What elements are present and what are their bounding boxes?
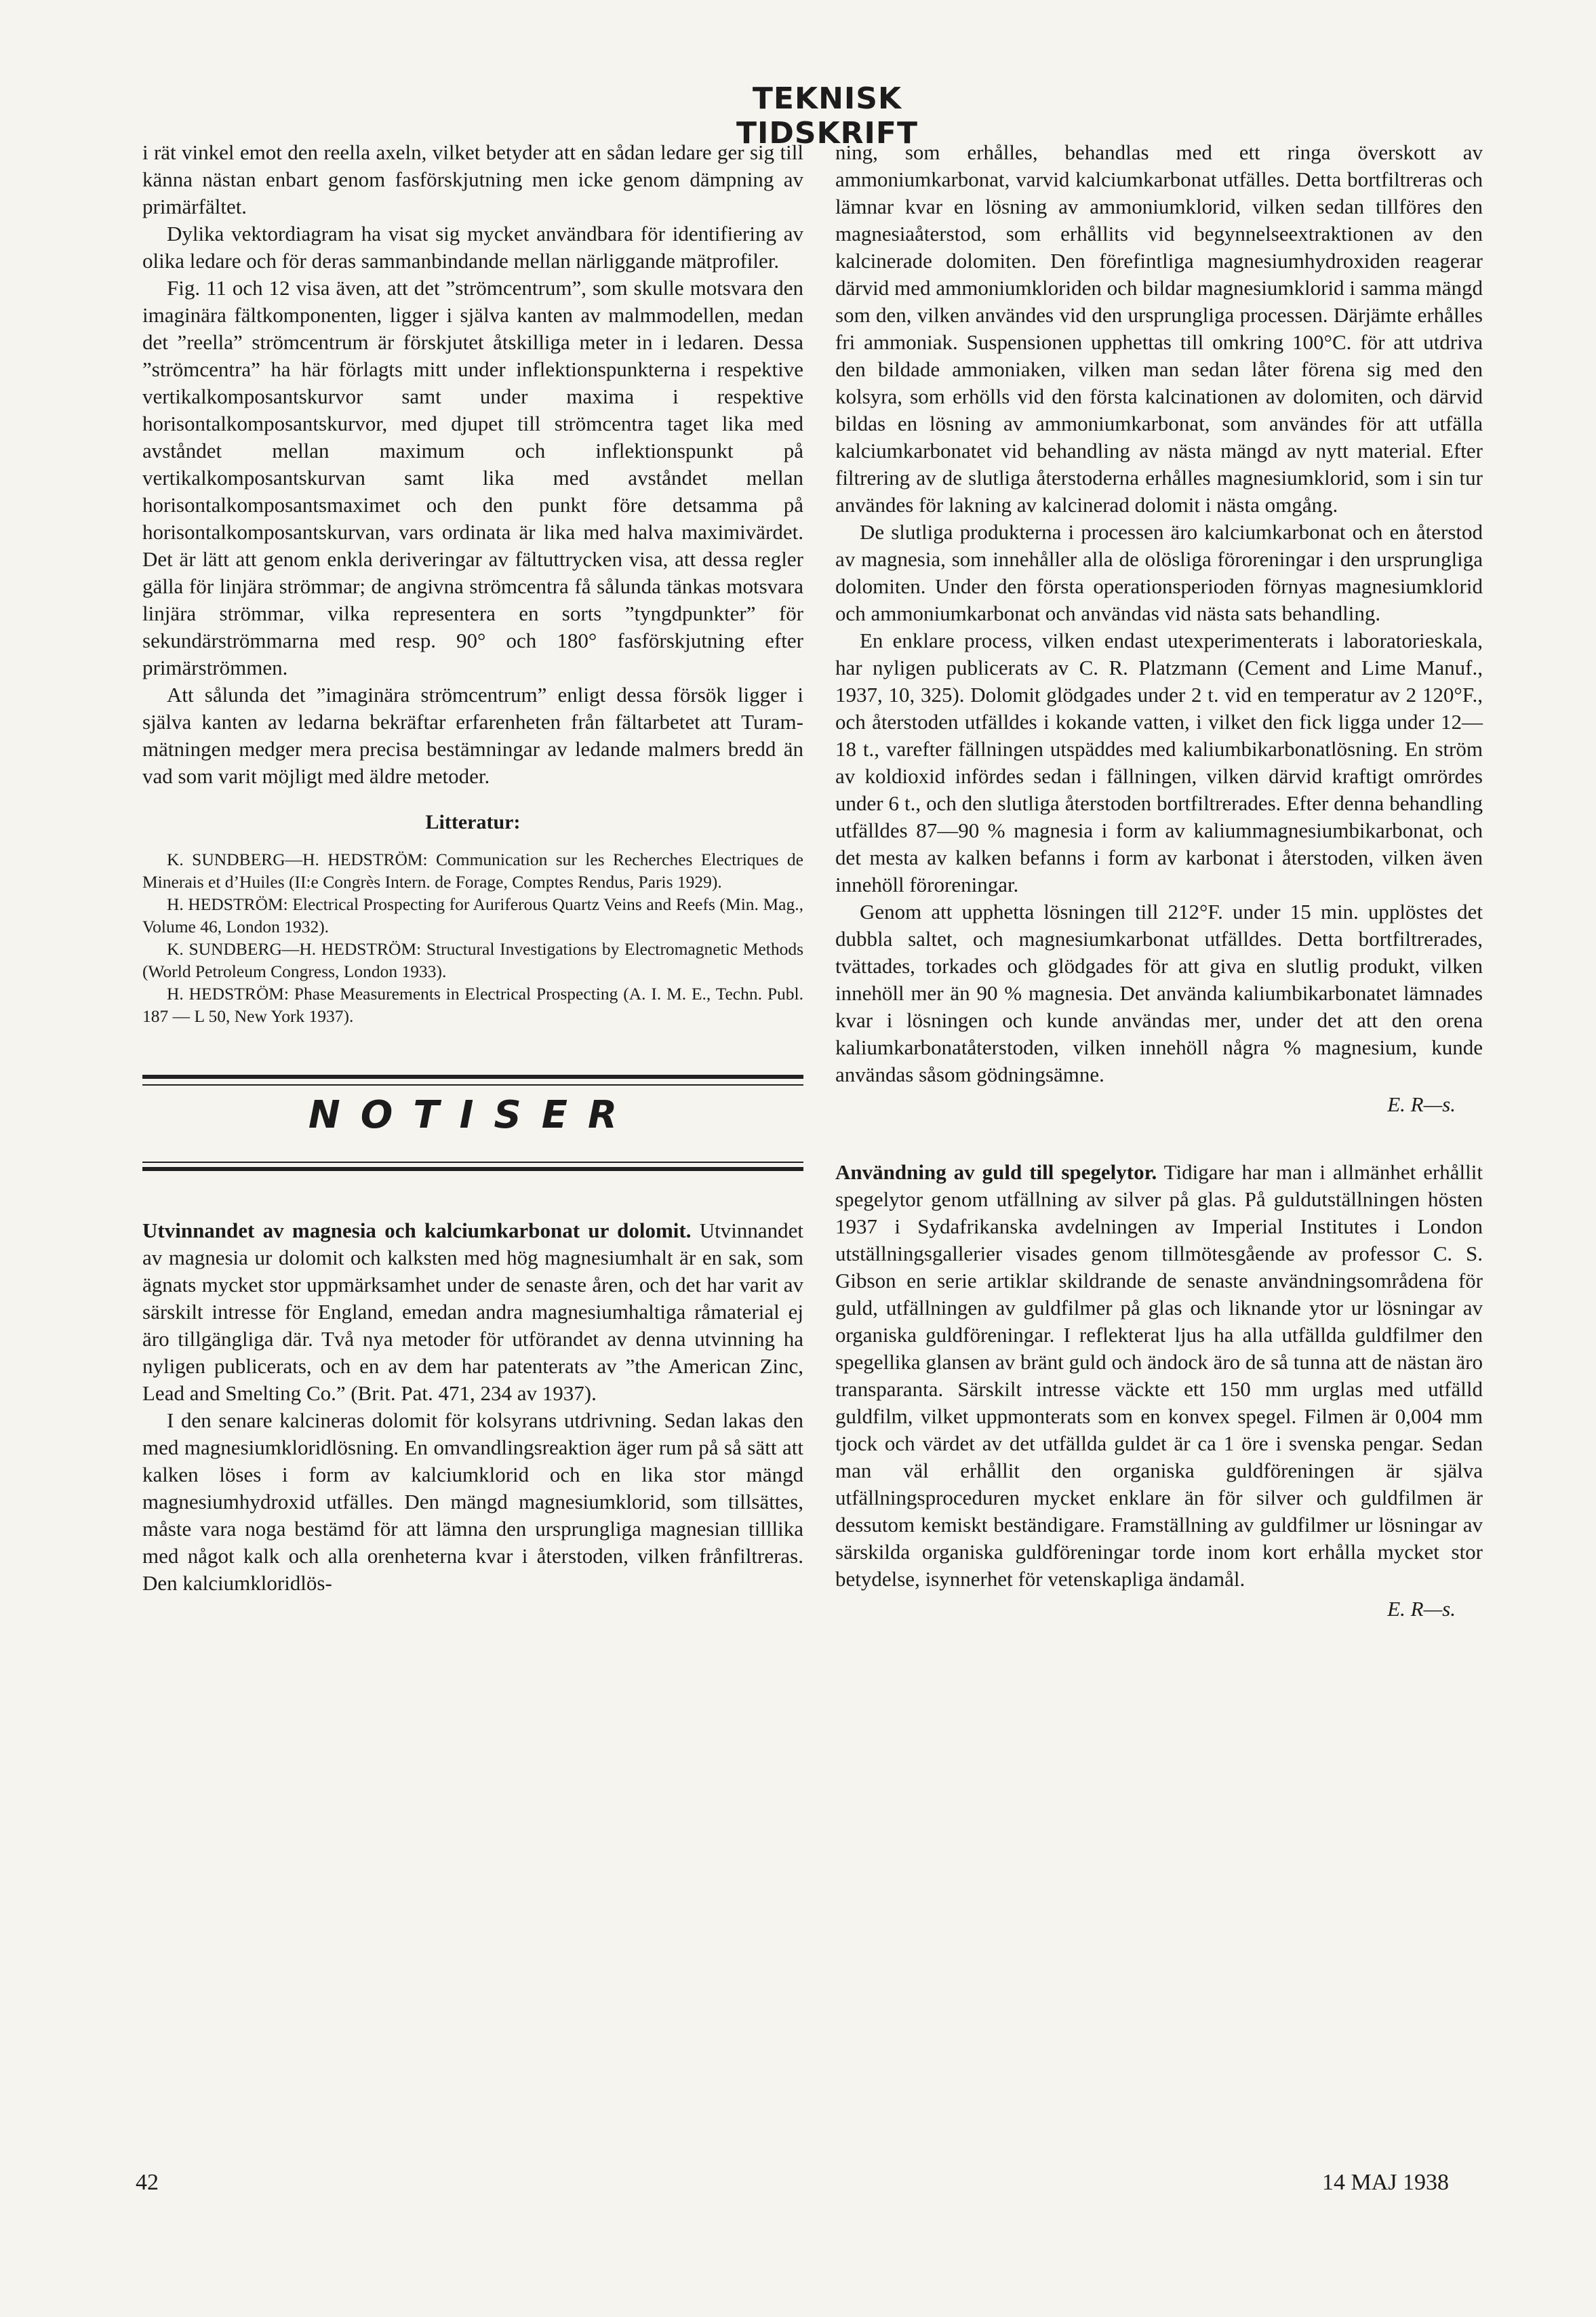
paragraph: De slutliga produkterna i processen äro kalciumkarbonat och en återstod av magnesia, som innehåller alla de olösliga föroreningar i den ursprungliga dolomiten. Under den första operationsperioden förnyas magnesiumklorid och ammoniumkarbonat och användas vid nästa sats behandling. [835,520,1483,625]
paragraph: Genom att upphetta lösningen till 212°F. under 15 min. upplöstes det dubbla saltet, och magnesiumkarbonat utfälldes. Detta bortfiltrerades, tvättades, torkades och glödgades för att giva en slutlig produkt, vilken innehöll mer än 90 % magnesia. Det använda kaliumbikarbonatet lämnades kvar i lösningen och kunde användas mer, under det att den orena kaliumkarbonatåterstoden, vilken innehöll några % magnesium, kunde användas såsom gödningsämne. [835,900,1483,1086]
author-signature: E. R—s. [1387,1092,1456,1116]
article-text: Tidigare har man i allmänhet erhållit spegelytor genom utfällning av silver på glas. På guldutställningen hösten 1937 i Sydafrikanska avdelningen av Imperial Institutes i London utställningsgallerier visades genom tillmötesgående av professor C. S. Gibson en serie artiklar skildrande de senaste användningsområdena för guld, utfällningen av guldfilmer på glas och liknande ytor ur lösningar av organiska guldföreningar. I reflekterat ljus ha alla utfällda guldfilmer den spegellika glansen av bränt guld och ändock äro de så tunna att de nästan äro transparanta. Särskilt intresse väckte ett 150 mm urglas med utfälld guldfilm, vilket uppmonterats som en konvex spegel. Filmen är 0,004 mm tjock och värdet av det utfällda guldet är ca 1 öre i svenska pengar. Sedan man väl erhållit den organiska guldföreningen är själva utfällningsproceduren mycket enklare än för silver och guldfilmen är dessutom kemiskt beständigare. Framställning av guldfilmer ur lösningar av särskilda organiska guldföreningar torde inom kort erhålla mycket stor betydelse, isynnerhet för vetenskapliga ändamål. [835,1160,1483,1591]
article-paragraph: I den senare kalcineras dolomit för kolsyrans utdrivning. Sedan lakas den med magnesiumkloridlösning. En omvandlingsreaktion äger rum på så sätt att kalken löses i form av kalciumklorid och en lika stor mängd magnesiumhydroxid utfälles. Den mängd magnesiumklorid, som tillsättes, måste vara noga bestämd för att lämna den ursprungliga magnesian tilllika med något kalk och alla orenheterna kvar i återstoden, vilken frånfiltreras. Den kalciumkloridlös- [142,1408,803,1595]
reference-item: H. HEDSTRÖM: Electrical Prospecting for Auriferous Quartz Veins and Reefs (Min. Mag., Volume 46, London 1932). [142,894,803,936]
banner-rule [142,1084,803,1086]
issue-date: 14 MAJ 1938 [1322,2170,1450,2195]
author-signature: E. R—s. [1387,1597,1456,1621]
masthead: TEKNISK TIDSKRIFT [736,81,918,151]
banner-rule [142,1075,803,1079]
article-text: Utvinnandet av magnesia ur dolomit och kalksten med hög magnesiumhalt är en sak, som ägnats mycket stor uppmärksamhet under de senaste åren, och det har varit av särskilt intresse för England, emedan andra magnesiumhaltiga råmaterial ej äro tillgängliga där. Två nya metoder för utförandet av denna utvinning ha nyligen publicerats, och en av dem har patenterats av ”the American Zinc, Lead and Smelting Co.” (Brit. Pat. 471, 234 av 1937). [142,1219,803,1405]
reference-item: K. SUNDBERG—H. HEDSTRÖM: Structural Investigations by Electromagnetic Methods (World Petroleum Congress, London 1933). [142,939,803,981]
right-column [835,139,1483,1623]
article-title: Utvinnandet av magnesia och kalciumkarbonat ur dolomit. [142,1219,692,1242]
paragraph: En enklare process, vilken endast utexperimenterats i laboratorieskala, har nyligen publicerats av C. R. Platzmann (Cement and Lime Manuf., 1937, 10, 325). Dolomit glödgades under 2 t. vid en temperatur av 2 120°F., och återstoden utfälldes i kokande vatten, i vilket den fick ligga under 12—18 t., varefter fällningen utspäddes med kaliumbikarbonatlösning. En ström av koldioxid infördes sedan i fällningen, vilken därvid kraftigt omrördes under 6 t., och den slutliga återstoden bortfiltrerades. Efter denna behandling utfälldes 87—90 % magnesia i form av kaliummagnesiumbikarbonat, och det mesta av kalken befanns i form av karbonat i återstoden, vilken även innehöll föroreningar. [835,629,1483,896]
literature-heading: Litteratur: [425,811,521,833]
banner-rule [142,1167,803,1171]
reference-item: K. SUNDBERG—H. HEDSTRÖM: Communication sur les Recherches Electriques de Minerais et d’Huiles (II:e Congrès Intern. de Forage, Comptes Rendus, Paris 1929). [142,850,803,892]
reference-list [142,848,803,1027]
section-banner [142,1075,803,1176]
paragraph: i rät vinkel emot den reella axeln, vilket betyder att en sådan ledare ger sig till känna nästan enbart genom fasförskjutning men icke genom dämpning av primärfältet. [142,140,803,218]
page-number: 42 [136,2170,159,2195]
article-separator [835,1118,1483,1159]
left-column [142,139,803,1597]
paragraph: Dylika vektordiagram ha visat sig mycket användbara för identifiering av olika ledare och för deras sammanbindande mellan närliggande mätprofiler. [142,222,803,273]
article-paragraph [142,1217,803,1407]
reference-item: H. HEDSTRÖM: Phase Measurements in Electrical Prospecting (A. I. M. E., Techn. Publ. 187 — L 50, New York 1937). [142,984,803,1026]
article-title: Användning av guld till spegelytor. [835,1160,1157,1184]
article-paragraph [835,1159,1483,1593]
paragraph: Att sålunda det ”imaginära strömcentrum” enligt dessa försök ligger i själva kanten av ledarna bekräftar erfarenheten från fältarbetet att Turam-mätningen medger mera precisa bestämningar av ledande malmers bredd än vad som varit möjligt med äldre metoder. [142,683,803,788]
paragraph: ning, som erhålles, behandlas med ett ringa överskott av ammoniumkarbonat, varvid kalciumkarbonat utfälles. Detta bortfiltreras och lämnar kvar en lösning av ammoniumklorid, vilken sedan tillföres den magnesiaåterstod, som erhållits vid begynnelseextraktionen av den kalcinerade dolomiten. Den förefintliga magnesiumhydroxiden reagerar därvid med ammoniumkloriden och bildar magnesiumklorid i samma mängd som den, vilken användes vid den ursprungliga processen. Därjämte erhålles fri ammoniak. Suspensionen upphettas till omkring 100°C. för att utdriva den bildade ammoniaken, vilken man sedan låter förena sig med den kolsyra, som erhölls vid den första kalcinationen av dolomiten, och därvid bildas en lösning av ammoniumkarbonat, som användes för att utfälla kalciumkarbonatet vid behandling av nästa mängd av nytt material. Efter filtrering av de slutliga återstoderna erhålles magnesiumklorid, som i sin tur användes för lakning av kalcinerad dolomit i nästa omgång. [835,140,1483,517]
section-title: NOTISER [308,1093,638,1137]
paragraph: Fig. 11 och 12 visa även, att det ”strömcentrum”, som skulle motsvara den imaginära fältkomponenten, ligger i själva kanten av malmmodellen, medan det ”reella” strömcentrum är förskjutet åtskilliga meter in i ledaren. Dessa ”strömcentra” ha här förlagts mitt under inflektionspunkterna i respektive vertikalkomposantskurvor samt under maxima i respektive horisontalkomposantskurvor, med djupet till strömcentra taget lika med avståndet mellan maximum och inflektionspunkt på vertikalkomposantskurvan samt lika med avståndet mellan horisontalkomposantsmaximet och den punkt före detsamma på horisontalkomposantskurvan, vars ordinata är lika med halva maximivärdet. Det är lätt att genom enkla deriveringar av fältuttrycken visa, att dessa regler gälla för linjära strömmar; de angivna strömcentra få sålunda tänkas motsvara linjära strömmar, vilka representera en sorts ”tyngdpunkter” för sekundärströmmarna med resp. 90° och 180° fasförskjutning efter primärströmmen. [142,276,803,679]
banner-rule [142,1162,803,1163]
